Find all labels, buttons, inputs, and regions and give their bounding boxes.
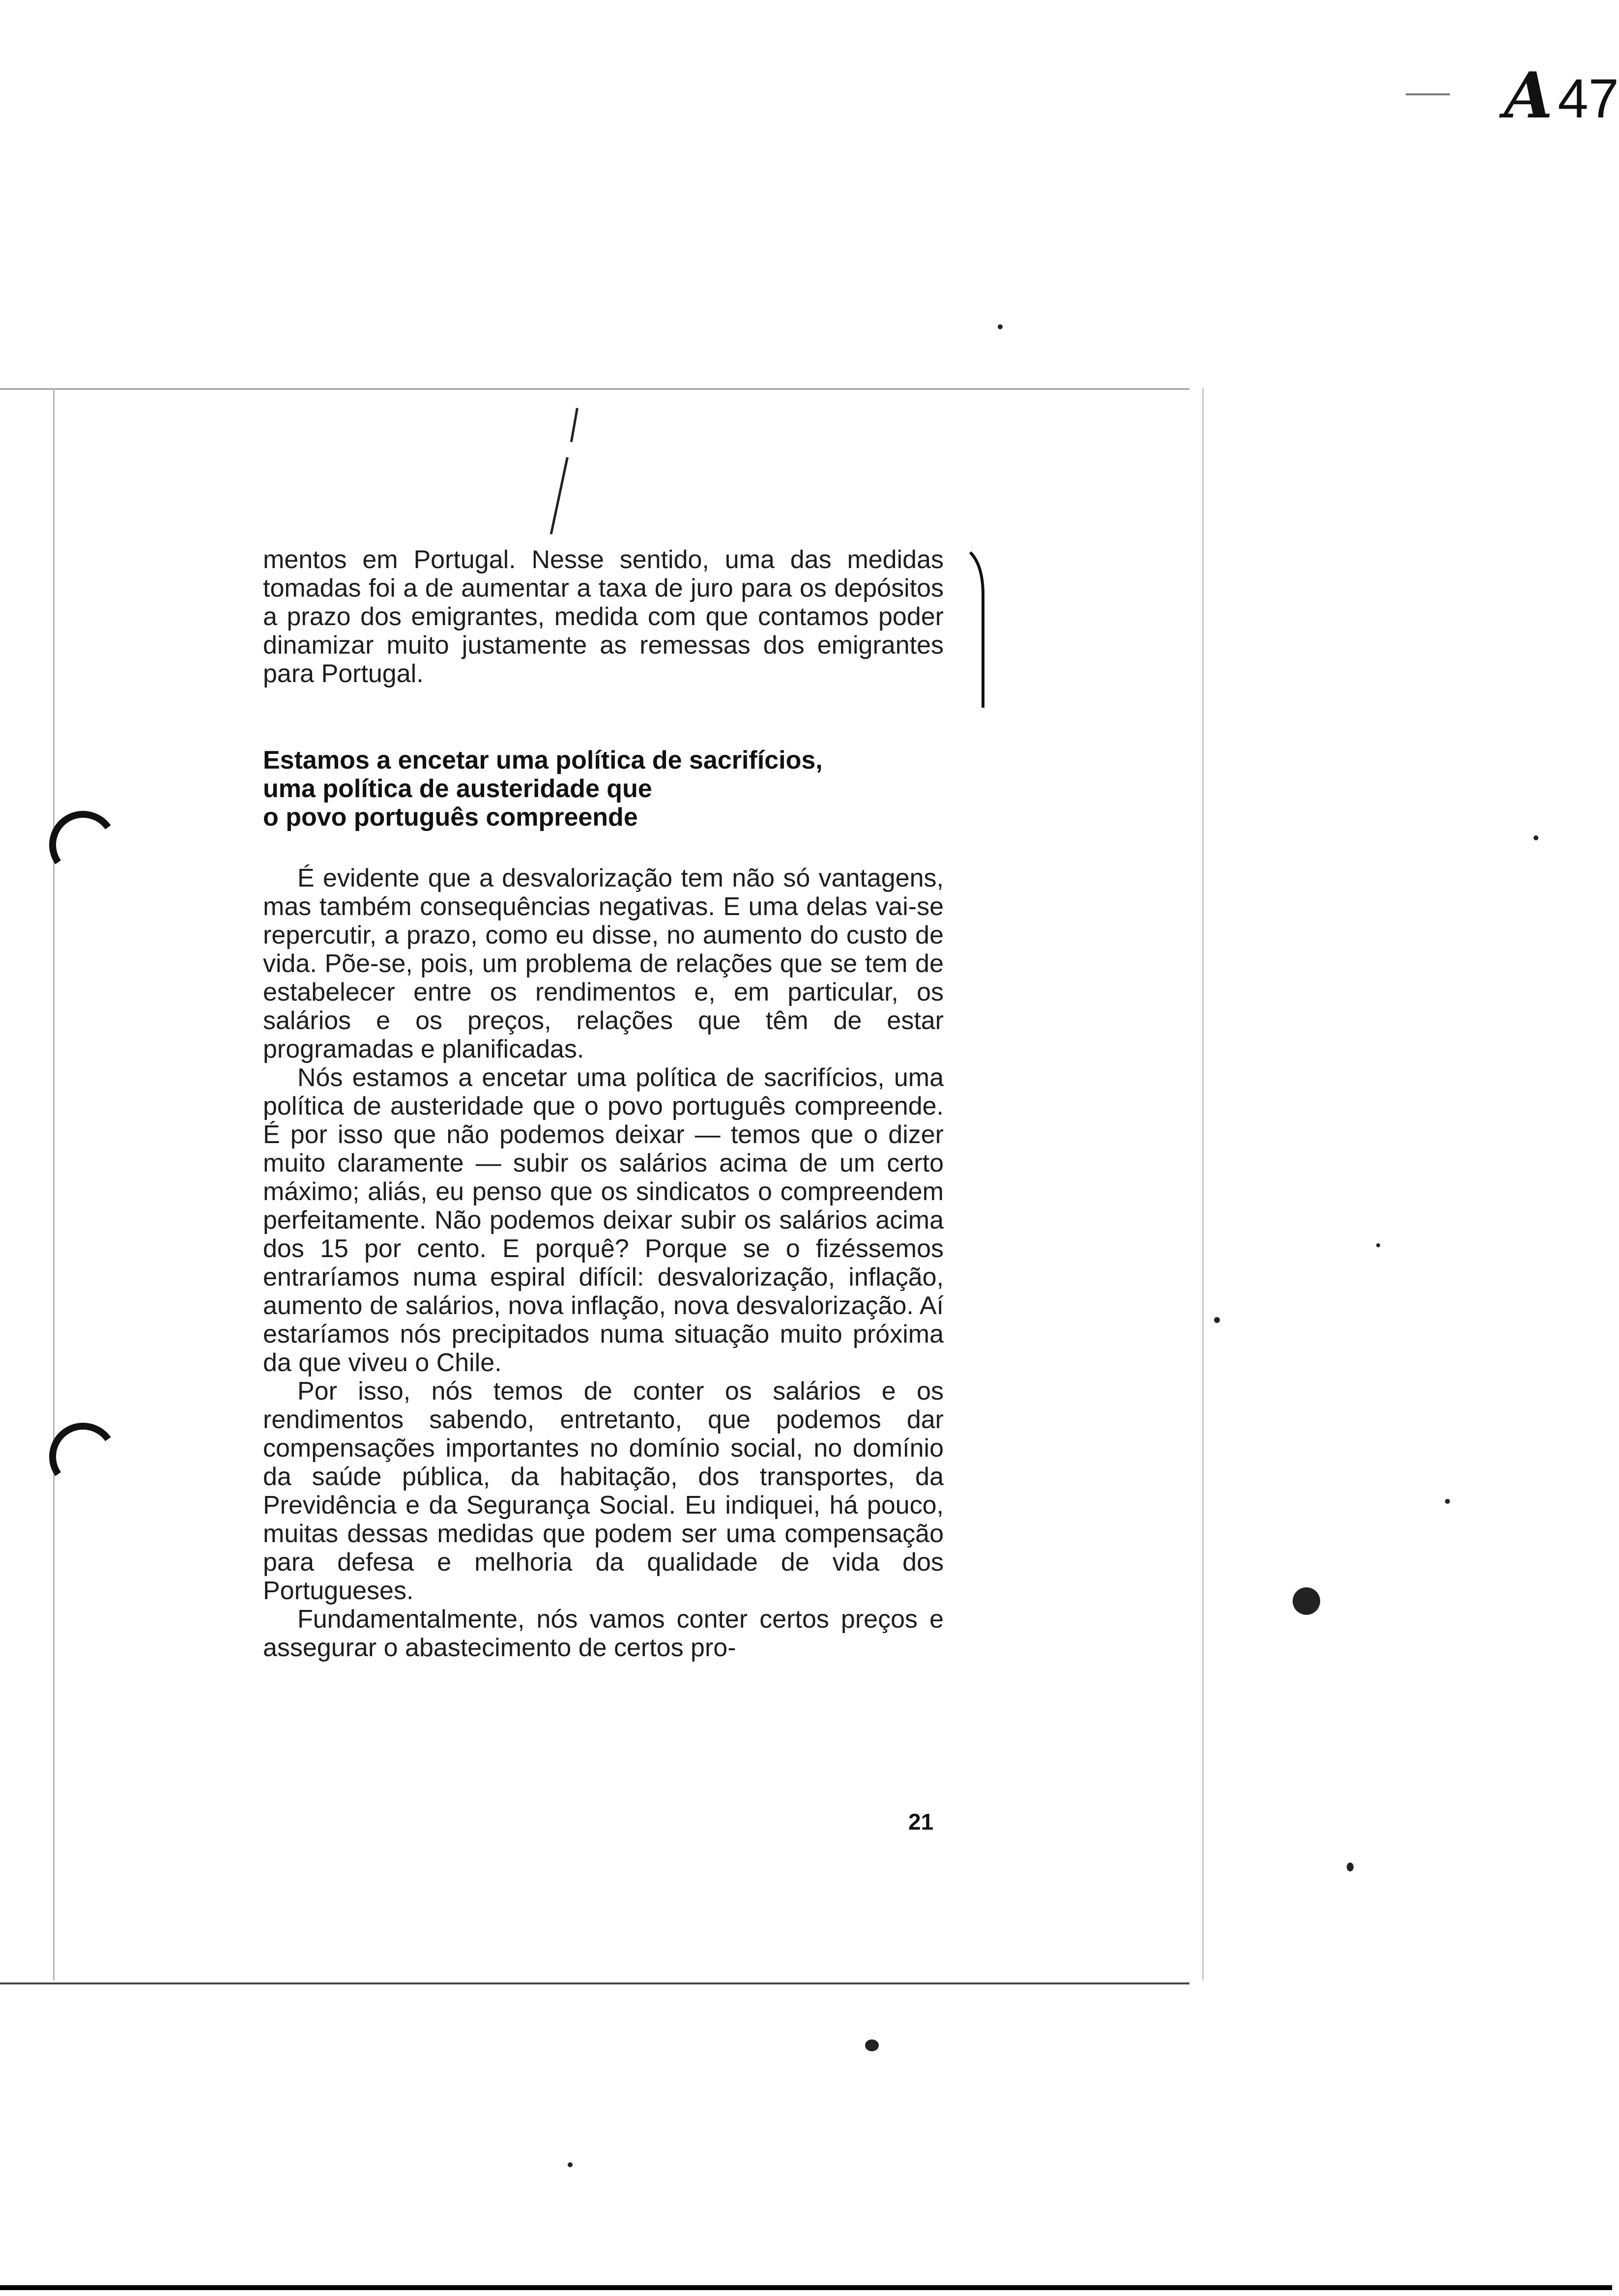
scan-speck xyxy=(1533,835,1538,840)
heading-line: Estamos a encetar uma política de sacrifícios, xyxy=(263,746,823,775)
section-heading xyxy=(263,746,944,832)
photocopy-top-edge xyxy=(0,388,1189,390)
paragraph: Por isso, nós temos de conter os salários e os rendimentos sabendo, entretanto, que podemos dar compensações importantes no domínio social, no domínio da saúde pública, da habitação, dos transportes, da Previdência e da Segurança Social. Eu indiquei, há pouco, muitas dessas medidas que podem ser uma compensação para defesa e melhoria da qualidade de vida dos Portugueses. xyxy=(263,1377,944,1605)
scan-speck xyxy=(1214,1317,1220,1323)
scan-speck xyxy=(568,2162,573,2167)
photocopy-right-edge xyxy=(1202,388,1204,1980)
scan-speck xyxy=(998,324,1003,329)
punch-hole-arc-icon xyxy=(44,805,122,884)
scan-speck xyxy=(1347,1863,1354,1871)
punch-hole-arc-icon xyxy=(44,1417,122,1496)
scan-speck xyxy=(1445,1499,1450,1504)
scan-speck xyxy=(865,2039,879,2051)
page-number: 21 xyxy=(908,1809,934,1835)
article-body xyxy=(263,545,944,1662)
opening-paragraph: mentos em Portugal. Nesse sentido, uma das medidas tomadas foi a de aumentar a taxa de juro para os depósitos a prazo dos emigrantes, medida com que contamos poder dinamizar muito justamente as remessas dos emigrantes para Portugal. xyxy=(263,545,944,688)
page-marker-number: 47 xyxy=(1558,68,1619,129)
photocopy-bottom-edge xyxy=(0,1982,1189,1984)
heading-line: o povo português compreende xyxy=(263,803,638,832)
paragraph: Fundamentalmente, nós vamos conter certos preços e assegurar o abastecimento de certos pro- xyxy=(263,1605,944,1662)
heading-line: uma política de austeridade que xyxy=(263,775,652,803)
paragraph: Nós estamos a encetar uma política de sacrifícios, uma política de austeridade que o povo português compreende. É por isso que não podemos deixar — temos que o dizer muito claramente — subir os salários acima de um certo máximo; aliás, eu penso que os sindicatos o compreendem perfeitamente. Não podemos deixar subir os salários acima dos 15 por cento. E porquê? Porque se o fizéssemos entraríamos numa espiral difícil: desvalorização, inflação, aumento de salários, nova inflação, nova desvalorização. Aí estaríamos nós precipitados numa situação muito próxima da que viveu o Chile. xyxy=(263,1063,944,1377)
pen-stroke-mark xyxy=(570,408,578,442)
handwritten-letter: A xyxy=(1504,59,1553,133)
scan-speck xyxy=(1376,1243,1380,1247)
scan-footer-edge xyxy=(0,2285,1612,2290)
top-page-marker xyxy=(1504,59,1619,133)
pencil-dash xyxy=(1406,93,1450,95)
margin-bracket-icon xyxy=(968,550,988,708)
photocopy-left-edge xyxy=(53,388,55,1980)
pen-stroke-mark xyxy=(550,457,569,535)
scan-speck xyxy=(1293,1587,1320,1615)
paragraph: É evidente que a desvalorização tem não só vantagens, mas também consequências negativas. E uma delas vai-se repercutir, a prazo, como eu disse, no aumento do custo de vida. Põe-se, pois, um problema de relações que se tem de estabelecer entre os rendimentos e, em particular, os salários e os preços, relações que têm de estar programadas e planificadas. xyxy=(263,864,944,1063)
